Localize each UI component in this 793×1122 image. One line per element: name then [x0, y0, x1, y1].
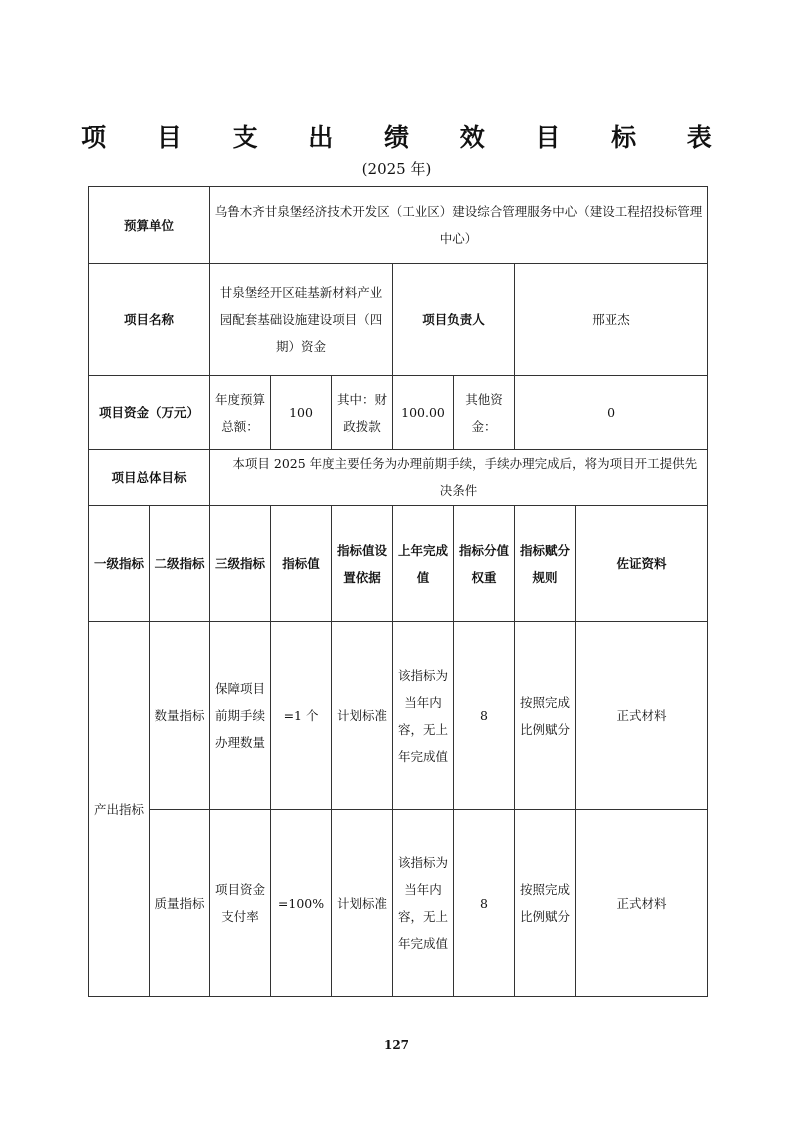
weight-cell: 8: [454, 622, 515, 810]
header-value: 指标值: [271, 506, 332, 622]
header-level2: 二级指标: [150, 506, 210, 622]
header-basis: 指标值设置依据: [332, 506, 393, 622]
level2-cell: 数量指标: [150, 622, 210, 810]
header-weight: 指标分值权重: [454, 506, 515, 622]
page-number: 127: [383, 1038, 410, 1052]
evidence-cell: 正式材料: [576, 810, 708, 997]
goal-label: 项目总体目标: [89, 450, 210, 506]
page-subtitle: (2025 年): [361, 160, 432, 178]
other-funds-label: 其他资金：: [454, 376, 515, 450]
basis-cell: 计划标准: [332, 622, 393, 810]
evidence-cell: 正式材料: [576, 622, 708, 810]
header-row: [89, 506, 708, 622]
level1-cell: 产出指标: [89, 622, 150, 997]
weight-cell: 8: [454, 810, 515, 997]
header-level3: 三级指标: [210, 506, 271, 622]
rule-cell: 按照完成比例赋分: [515, 622, 576, 810]
fiscal-value: 100.00: [393, 376, 454, 450]
header-last-year: 上年完成值: [393, 506, 454, 622]
unit-label: 预算单位: [89, 187, 210, 264]
level3-cell: 项目资金支付率: [210, 810, 271, 997]
fiscal-label: 其中：财政拨款: [332, 376, 393, 450]
level3-cell: 保障项目前期手续办理数量: [210, 622, 271, 810]
unit-row: [89, 187, 708, 264]
header-rule: 指标赋分规则: [515, 506, 576, 622]
project-name-row: [89, 264, 708, 376]
manager-value: 邢亚杰: [515, 264, 708, 376]
performance-target-table: [88, 186, 708, 997]
rule-cell: 按照完成比例赋分: [515, 810, 576, 997]
goal-row: [89, 450, 708, 506]
page-title: 项 目 支 出 绩 效 目 标 表: [81, 123, 733, 152]
other-funds-value: 0: [515, 376, 708, 450]
manager-label: 项目负责人: [393, 264, 515, 376]
project-name-label: 项目名称: [89, 264, 210, 376]
last-year-cell: 该指标为当年内容，无上年完成值: [393, 810, 454, 997]
header-level1: 一级指标: [89, 506, 150, 622]
annual-budget-label: 年度预算总额：: [210, 376, 271, 450]
basis-cell: 计划标准: [332, 810, 393, 997]
indicator-row: [89, 622, 708, 810]
indicator-value-cell: =1 个: [271, 622, 332, 810]
annual-budget-value: 100: [271, 376, 332, 450]
last-year-cell: 该指标为当年内容，无上年完成值: [393, 622, 454, 810]
level2-cell: 质量指标: [150, 810, 210, 997]
header-evidence: 佐证资料: [576, 506, 708, 622]
unit-value: 乌鲁木齐甘泉堡经济技术开发区（工业区）建设综合管理服务中心（建设工程招投标管理中心）: [210, 187, 708, 264]
project-name-value: 甘泉堡经开区硅基新材料产业园配套基础设施建设项目（四期）资金: [210, 264, 393, 376]
funds-label: 项目资金（万元）: [89, 376, 210, 450]
indicator-row: [89, 810, 708, 997]
funds-row: [89, 376, 708, 450]
indicator-value-cell: =100%: [271, 810, 332, 997]
goal-value: 本项目 2025 年度主要任务为办理前期手续，手续办理完成后，将为项目开工提供先决条件: [210, 450, 708, 506]
